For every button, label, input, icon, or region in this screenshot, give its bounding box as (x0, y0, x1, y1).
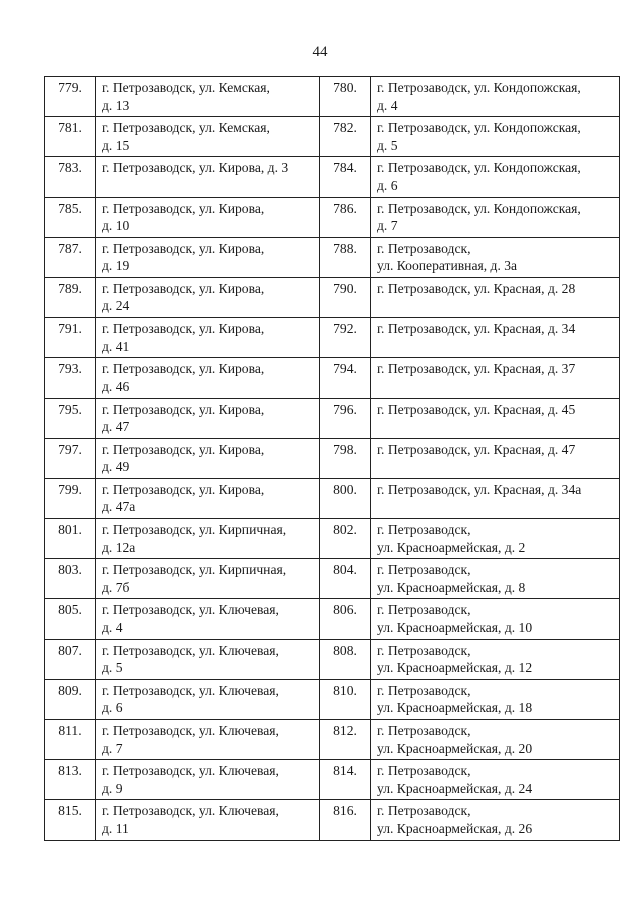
table-row (45, 639, 620, 679)
entry-address (371, 237, 620, 277)
entry-address (371, 358, 620, 398)
entry-address (371, 800, 620, 840)
entry-number: 805. (45, 599, 96, 639)
entry-number: 797. (45, 438, 96, 478)
address-line-2: д. 11 (102, 820, 129, 836)
table-row (45, 237, 620, 277)
table-row (45, 800, 620, 840)
address-line-1: г. Петрозаводск, ул. Кондопожская, (377, 160, 581, 176)
table-row (45, 117, 620, 157)
entry-number: 789. (45, 277, 96, 317)
address-line-1: г. Петрозаводск, ул. Ключевая, (102, 602, 279, 618)
address-line-2: д. 13 (102, 97, 130, 113)
entry-address (371, 117, 620, 157)
address-line-1: г. Петрозаводск, (377, 763, 471, 779)
address-line-1: г. Петрозаводск, ул. Красная, д. 45 (377, 401, 576, 417)
address-line-2: д. 41 (102, 338, 130, 354)
address-line-1: г. Петрозаводск, (377, 240, 471, 256)
address-line-1: г. Петрозаводск, ул. Кирпичная, (102, 562, 287, 578)
entry-number: 810. (320, 679, 371, 719)
entry-address (371, 720, 620, 760)
address-line-1: г. Петрозаводск, ул. Красная, д. 47 (377, 441, 576, 457)
entry-address (96, 398, 320, 438)
page-number: 44 (312, 44, 328, 60)
entry-number: 801. (45, 519, 96, 559)
entry-address (371, 277, 620, 317)
address-line-1: г. Петрозаводск, ул. Кирова, (102, 481, 265, 497)
address-line-2: д. 5 (377, 137, 398, 153)
table-row (45, 559, 620, 599)
table-row (45, 398, 620, 438)
address-line-2: ул. Красноармейская, д. 20 (377, 740, 533, 756)
entry-address (371, 599, 620, 639)
address-line-2: д. 47а (102, 499, 136, 515)
address-line-1: г. Петрозаводск, (377, 602, 471, 618)
entry-number: 796. (320, 398, 371, 438)
entry-number: 811. (45, 720, 96, 760)
table-row (45, 358, 620, 398)
address-line-1: г. Петрозаводск, ул. Ключевая, (102, 723, 279, 738)
entry-address (96, 720, 320, 760)
entry-number: 814. (320, 760, 371, 800)
address-line-2: д. 9 (102, 780, 123, 796)
address-line-1: г. Петрозаводск, ул. Красная, д. 28 (377, 280, 576, 296)
entry-address (371, 157, 620, 197)
entry-address (96, 800, 320, 840)
address-line-2: д. 24 (102, 298, 130, 314)
entry-number: 781. (45, 117, 96, 157)
entry-address (371, 639, 620, 679)
entry-number: 787. (45, 237, 96, 277)
address-line-1: г. Петрозаводск, ул. Кирова, (102, 361, 265, 377)
entry-address (96, 639, 320, 679)
table-row (45, 519, 620, 559)
entry-number: 800. (320, 478, 371, 518)
address-line-1: г. Петрозаводск, ул. Кирова, (102, 280, 265, 296)
address-line-2: ул. Красноармейская, д. 18 (377, 700, 533, 716)
entry-address (371, 519, 620, 559)
entry-address (96, 197, 320, 237)
address-line-2: ул. Красноармейская, д. 24 (377, 780, 533, 796)
entry-address (371, 197, 620, 237)
entry-address (96, 237, 320, 277)
entry-address (371, 679, 620, 719)
entry-number: 806. (320, 599, 371, 639)
entry-number: 785. (45, 197, 96, 237)
entry-address (371, 77, 620, 117)
entry-number: 788. (320, 237, 371, 277)
entry-number: 807. (45, 639, 96, 679)
entry-address (371, 559, 620, 599)
address-line-2: д. 12а (102, 539, 136, 555)
address-table (44, 76, 620, 841)
address-line-1: г. Петрозаводск, (377, 522, 471, 538)
entry-number: 786. (320, 197, 371, 237)
entry-number: 803. (45, 559, 96, 599)
entry-address (96, 277, 320, 317)
entry-address (371, 398, 620, 438)
address-line-2: д. 49 (102, 459, 130, 475)
entry-number: 802. (320, 519, 371, 559)
address-line-1: г. Петрозаводск, ул. Ключевая, (102, 642, 279, 658)
address-line-1: г. Петрозаводск, ул. Кирова, (102, 200, 265, 216)
address-line-1: г. Петрозаводск, ул. Кондопожская, (377, 200, 581, 216)
address-line-2: ул. Красноармейская, д. 12 (377, 660, 533, 676)
entry-number: 798. (320, 438, 371, 478)
address-line-1: г. Петрозаводск, (377, 803, 471, 819)
table-row (45, 77, 620, 117)
address-line-1: г. Петрозаводск, (377, 682, 471, 698)
entry-address (371, 478, 620, 518)
entry-number: 790. (320, 277, 371, 317)
address-line-2: д. 6 (377, 177, 398, 193)
entry-number: 782. (320, 117, 371, 157)
address-line-1: г. Петрозаводск, ул. Кирова, д. 3 (102, 160, 289, 176)
address-line-1: г. Петрозаводск, ул. Красная, д. 34а (377, 481, 582, 497)
entry-number: 793. (45, 358, 96, 398)
table-row (45, 679, 620, 719)
address-line-2: д. 6 (102, 700, 123, 716)
address-line-2: д. 46 (102, 378, 130, 394)
entry-address (96, 157, 320, 197)
entry-address (96, 117, 320, 157)
address-line-1: г. Петрозаводск, ул. Кирова, (102, 240, 265, 256)
address-line-1: г. Петрозаводск, (377, 562, 471, 578)
entry-address (96, 599, 320, 639)
table-row (45, 277, 620, 317)
entry-number: 808. (320, 639, 371, 679)
table-row (45, 438, 620, 478)
entry-number: 812. (320, 720, 371, 760)
address-line-2: д. 10 (102, 218, 130, 234)
entry-address (96, 478, 320, 518)
address-line-1: г. Петрозаводск, ул. Ключевая, (102, 682, 279, 698)
address-line-2: ул. Красноармейская, д. 2 (377, 539, 526, 555)
address-line-1: г. Петрозаводск, (377, 723, 471, 738)
entry-number: 791. (45, 318, 96, 358)
table-row (45, 478, 620, 518)
table-row (45, 599, 620, 639)
entry-number: 780. (320, 77, 371, 117)
address-line-1: г. Петрозаводск, ул. Кирова, (102, 321, 265, 337)
address-line-2: д. 4 (377, 97, 398, 113)
address-line-2: ул. Красноармейская, д. 26 (377, 820, 533, 836)
address-line-2: д. 7 (377, 218, 398, 234)
table-row (45, 157, 620, 197)
entry-number: 784. (320, 157, 371, 197)
entry-address (96, 77, 320, 117)
entry-number: 794. (320, 358, 371, 398)
entry-address (371, 318, 620, 358)
address-line-2: д. 15 (102, 137, 130, 153)
entry-number: 792. (320, 318, 371, 358)
address-line-1: г. Петрозаводск, ул. Кирпичная, (102, 522, 287, 538)
entry-number: 815. (45, 800, 96, 840)
address-line-2: ул. Красноармейская, д. 8 (377, 579, 526, 595)
address-line-1: г. Петрозаводск, ул. Кондопожская, (377, 80, 581, 95)
table-row (45, 760, 620, 800)
address-line-1: г. Петрозаводск, ул. Кирова, (102, 401, 265, 417)
address-line-1: г. Петрозаводск, ул. Красная, д. 34 (377, 321, 576, 337)
address-line-2: ул. Кооперативная, д. 3а (377, 258, 518, 274)
entry-address (371, 438, 620, 478)
entry-number: 799. (45, 478, 96, 518)
address-line-2: д. 19 (102, 258, 130, 274)
address-line-1: г. Петрозаводск, ул. Кирова, (102, 441, 265, 457)
entry-address (96, 679, 320, 719)
table-row (45, 720, 620, 760)
address-line-2: д. 47 (102, 419, 130, 434)
address-line-1: г. Петрозаводск, ул. Кемская, (102, 80, 270, 95)
table-row (45, 197, 620, 237)
address-line-2: д. 7б (102, 579, 130, 595)
entry-number: 804. (320, 559, 371, 599)
entry-number: 816. (320, 800, 371, 840)
entry-address (96, 358, 320, 398)
entry-address (96, 519, 320, 559)
address-table-body (45, 77, 620, 841)
entry-address (96, 559, 320, 599)
table-row (45, 318, 620, 358)
entry-address (96, 318, 320, 358)
address-line-2: д. 5 (102, 660, 123, 676)
address-line-1: г. Петрозаводск, (377, 642, 471, 658)
entry-address (371, 760, 620, 800)
address-line-1: г. Петрозаводск, ул. Ключевая, (102, 803, 279, 819)
address-line-2: ул. Красноармейская, д. 10 (377, 619, 533, 635)
entry-number: 813. (45, 760, 96, 800)
address-line-1: г. Петрозаводск, ул. Кемская, (102, 120, 270, 136)
entry-number: 779. (45, 77, 96, 117)
entry-address (96, 438, 320, 478)
entry-number: 809. (45, 679, 96, 719)
address-line-1: г. Петрозаводск, ул. Кондопожская, (377, 120, 581, 136)
address-line-1: г. Петрозаводск, ул. Ключевая, (102, 763, 279, 779)
entry-address (96, 760, 320, 800)
address-line-2: д. 7 (102, 740, 123, 756)
entry-number: 795. (45, 398, 96, 438)
address-line-1: г. Петрозаводск, ул. Красная, д. 37 (377, 361, 576, 377)
address-line-2: д. 4 (102, 619, 123, 635)
entry-number: 783. (45, 157, 96, 197)
